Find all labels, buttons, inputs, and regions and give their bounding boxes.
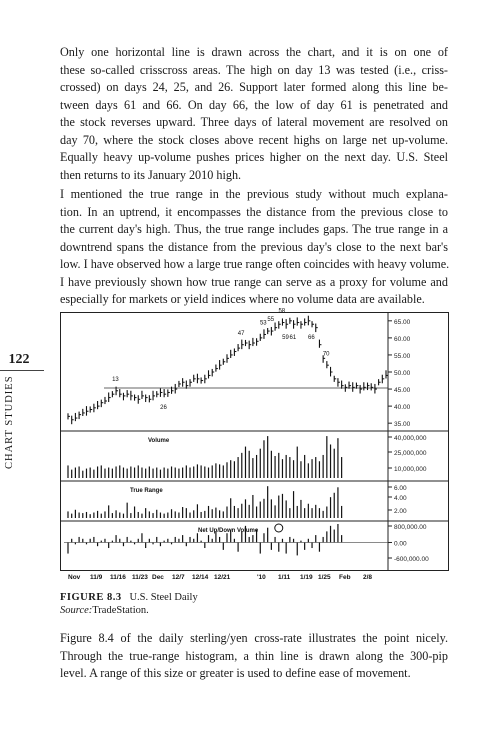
text-line: the stock reverses upward. Three days of lateral movement are resolved on xyxy=(60,115,448,129)
axis-tick-label: 25,000,000 xyxy=(394,450,427,457)
figure-source xyxy=(60,605,149,616)
x-axis-label: 2/8 xyxy=(363,574,373,581)
axis-tick-label: 800,000.00 xyxy=(394,524,427,531)
page-number: 122 xyxy=(8,352,30,367)
text-line: Only one horizontal line is drawn across the chart, and it is on one of xyxy=(60,45,448,59)
x-axis-label: 1/19 xyxy=(300,574,313,581)
figure-source-label: Source: xyxy=(60,605,93,616)
text-line: then returns to its January 2010 high. xyxy=(60,167,242,182)
x-axis-label: 12/7 xyxy=(172,574,185,581)
price-tick-label: 55.00 xyxy=(394,352,411,360)
panel-title: True Range xyxy=(130,488,163,494)
figure-source-text: TradeStation. xyxy=(92,605,149,616)
page-number-rule xyxy=(0,370,44,371)
day-label: 47 xyxy=(237,330,245,337)
figure-number: FIGURE 8.3 xyxy=(60,592,122,603)
text-line: I mentioned the true range in the previous study without much explana- xyxy=(60,187,448,201)
day-label: 70 xyxy=(322,351,330,358)
panel-title: Net Up/Down Volume xyxy=(198,528,259,534)
x-axis-label: 12/21 xyxy=(214,574,231,581)
text-line: tion. In an uptrend, it encompasses the distance from the previous close to xyxy=(60,204,448,219)
day-label: 53 xyxy=(259,320,267,327)
running-head: CHART STUDIES xyxy=(4,375,15,469)
day-label: 13 xyxy=(112,376,119,383)
text-line: these so-called crisscross areas. The high on day 13 was tested (i.e., criss- xyxy=(60,62,448,77)
day-label: 55 xyxy=(267,317,275,324)
x-axis-label: 12/14 xyxy=(192,574,209,581)
axis-tick-label: 0.00 xyxy=(394,540,407,548)
x-axis-label: 1/11 xyxy=(278,574,291,581)
text-line: downtrend spans the distance from the previous day's close to the next bar's xyxy=(60,239,448,254)
price-tick-label: 40.00 xyxy=(394,404,411,412)
day-label: 61 xyxy=(289,335,297,342)
text-line: Through the true-range histogram, a thin line is drawn along the 300-pip xyxy=(60,648,448,663)
figure-chart xyxy=(60,308,450,582)
x-axis-label: 1/25 xyxy=(318,574,331,581)
x-axis-label: 11/9 xyxy=(90,574,103,581)
price-tick-label: 50.00 xyxy=(394,370,411,377)
x-axis-label: 11/23 xyxy=(132,574,148,581)
paragraph-2 xyxy=(60,186,448,309)
x-axis-label: Dec xyxy=(152,574,164,581)
figure-caption: U.S. Steel Daily xyxy=(129,592,198,603)
axis-tick-label: 6.00 xyxy=(394,485,407,492)
price-tick-label: 60.00 xyxy=(394,335,411,343)
axis-tick-label: 10,000,000 xyxy=(394,466,427,473)
day-label: 59 xyxy=(282,335,289,342)
figure-label xyxy=(60,592,198,603)
text-line: the current day's high. Thus, the true range includes gaps. The true range in a xyxy=(60,222,448,236)
axis-tick-label: 2.00 xyxy=(394,508,407,515)
paragraph-3 xyxy=(60,630,448,683)
text-line: crossed) on days 24, 25, and 26. Support later formed along this line be- xyxy=(60,80,448,94)
panel-title: Volume xyxy=(148,438,170,444)
x-axis-label: '10 xyxy=(257,574,266,581)
day-label: 26 xyxy=(160,405,167,411)
text-line: especially for markets or yield indices where no volume data are available. xyxy=(60,292,425,306)
axis-tick-label: 40,000,000 xyxy=(394,435,427,442)
price-tick-label: 45.00 xyxy=(394,387,411,395)
x-axis-label: 11/16 xyxy=(110,574,126,581)
text-line: Equally heavy up-volume pushes prices higher on the next day. U.S. Steel xyxy=(60,150,448,164)
axis-tick-label: 4.00 xyxy=(394,495,407,502)
price-tick-label: 65.00 xyxy=(394,318,411,326)
text-line: low. I have observed how a large true range often coincides with heavy volume. xyxy=(60,257,450,271)
text-line: Figure 8.4 of the daily sterling/yen cross-rate illustrates the point nicely. xyxy=(60,631,448,645)
x-axis-label: Nov xyxy=(68,574,81,581)
day-label: 66 xyxy=(308,335,315,342)
text-line: I have previously shown how true range can serve as a proxy for volume and xyxy=(60,274,448,289)
highlight-circle xyxy=(275,524,283,532)
price-tick-label: 35.00 xyxy=(394,421,411,429)
axis-tick-label: -600,000.00 xyxy=(394,556,429,563)
text-line: tween days 61 and 66. On day 66, the low of day 61 is penetrated and xyxy=(60,97,448,112)
day-label: 58 xyxy=(278,308,286,315)
x-axis-label: Feb xyxy=(339,574,351,581)
paragraph-1 xyxy=(60,44,448,184)
text-line: day 70, where the stock closes above recent highs on large net up-volume. xyxy=(60,132,448,147)
text-line: level. A range of this size or greater is used to define ease of movement. xyxy=(60,666,411,680)
